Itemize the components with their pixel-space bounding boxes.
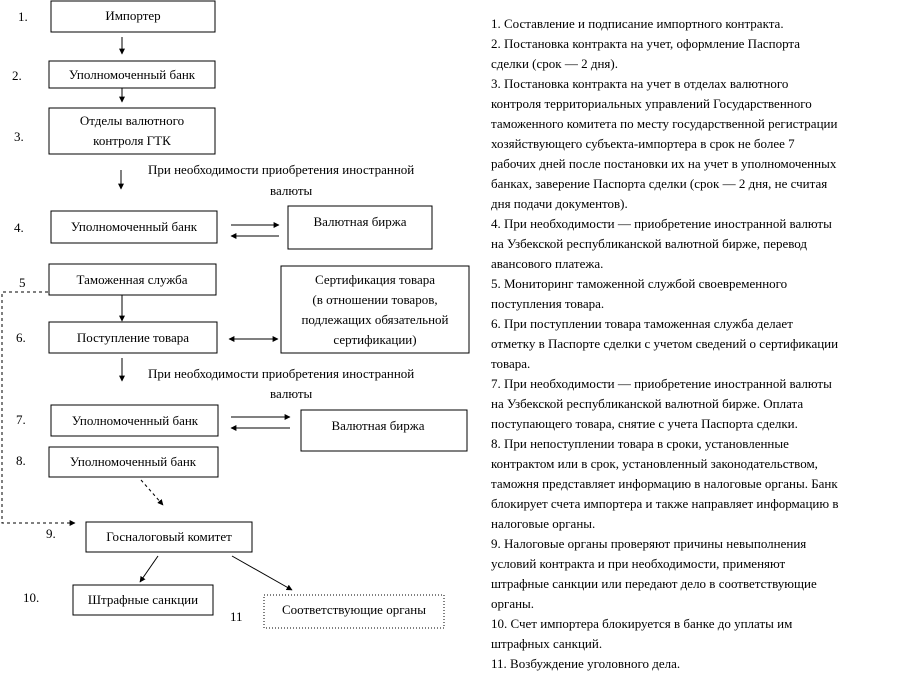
box-ggk-line-2: контроля ГТК: [93, 133, 171, 148]
steps-line: 10. Счет импортера блокируется в банке до уплаты им: [491, 616, 793, 631]
box-bank-1-label: Уполномоченный банк: [68, 67, 196, 82]
steps-line: 8. При непоступлении товара в сроки, установленные: [491, 436, 789, 451]
step-number-11: 11: [230, 609, 243, 624]
steps-line: поступления товара.: [491, 296, 605, 311]
step-number-9: 9.: [46, 526, 56, 541]
box-certification: [281, 266, 469, 353]
box-customs: [49, 264, 216, 295]
steps-line: штрафных санкций.: [491, 636, 603, 651]
box-currency-exchange-1: [288, 206, 432, 249]
box-currency-control-ggk: [49, 108, 215, 154]
box-penalties-label: Штрафные санкции: [87, 592, 199, 607]
steps-line: авансового платежа.: [491, 256, 604, 271]
step-number-1: 1.: [18, 9, 28, 24]
step-number-7: 7.: [16, 412, 26, 427]
steps-line: таможенного комитета по месту государственной регистрации: [491, 116, 838, 131]
steps-line: таможня представляет информацию в налоговые органы. Банк: [491, 476, 838, 491]
box-currency-exchange-2: [301, 410, 467, 451]
step-number-5: 5: [19, 275, 26, 290]
box-bank-4-label: Уполномоченный банк: [69, 454, 197, 469]
box-certification-line-1: Сертификация товара: [315, 272, 435, 287]
steps-line: дня подачи документов).: [491, 196, 628, 211]
step-number-10: 10.: [23, 590, 40, 605]
steps-line: 4. При необходимости — приобретение иностранной валюты: [491, 216, 832, 231]
box-certification-line-3: подлежащих обязательной: [301, 312, 449, 327]
steps-line: 11. Возбуждение уголовного дела.: [491, 656, 681, 671]
box-bank-1: [49, 61, 215, 88]
note-currency-2-line-2: валюты: [270, 386, 313, 401]
note-currency-1-line-2: валюты: [270, 183, 313, 198]
note-currency-1-line-1: При необходимости приобретения иностранной: [148, 162, 415, 177]
steps-line: 3. Постановка контракта на учет в отделах валютного: [491, 76, 789, 91]
box-certification-line-2: (в отношении товаров,: [312, 292, 438, 307]
steps-line: банках, заверение Паспорта сделки (срок — 2 дня, не считая: [491, 176, 828, 191]
steps-line: 9. Налоговые органы проверяют причины невыполнения: [491, 536, 807, 551]
box-bank-2-label: Уполномоченный банк: [70, 219, 198, 234]
steps-line: органы.: [491, 596, 535, 611]
steps-line: рабочих дней после постановки их на учет в уполномоченных: [491, 156, 837, 171]
steps-line: штрафные санкции или передают дело в соответствующие: [491, 576, 817, 591]
box-relevant-authorities: [264, 595, 444, 628]
steps-list: [491, 14, 893, 674]
steps-line: налоговые органы.: [491, 516, 596, 531]
steps-line: отметку в Паспорте сделки с учетом сведений о сертификации: [491, 336, 839, 351]
steps-line: на Узбекской республиканской валютной бирже. Оплата: [491, 396, 804, 411]
box-exchange-2-label: Валютная биржа: [331, 418, 425, 433]
note-currency-2-line-1: При необходимости приобретения иностранной: [148, 366, 415, 381]
box-authorities-label: Соответствующие органы: [282, 602, 426, 617]
step-number-6: 6.: [16, 330, 26, 345]
box-bank-2: [51, 211, 217, 243]
step-number-8: 8.: [16, 453, 26, 468]
steps-line: 1. Составление и подписание импортного контракта.: [491, 16, 784, 31]
box-bank-3: [51, 405, 218, 436]
box-importer-label: Импортер: [105, 8, 161, 23]
arrow-tax-to-authorities: [232, 556, 292, 590]
steps-line: товара.: [491, 356, 531, 371]
steps-line: 5. Мониторинг таможенной службой своевременного: [491, 276, 788, 291]
steps-line: контроля территориальных управлений Государственного: [491, 96, 812, 111]
box-importer: [51, 1, 215, 32]
step-number-4: 4.: [14, 220, 24, 235]
box-ggk-line-1: Отделы валютного: [79, 113, 185, 128]
steps-line: на Узбекской республиканской валютной бирже, перевод: [491, 236, 808, 251]
box-goods-arrival-label: Поступление товара: [76, 330, 190, 345]
box-customs-label: Таможенная служба: [76, 272, 188, 287]
box-tax-committee-label: Госналоговый комитет: [106, 529, 232, 544]
steps-line: 2. Постановка контракта на учет, оформление Паспорта: [491, 36, 801, 51]
box-bank-3-label: Уполномоченный банк: [71, 413, 199, 428]
steps-line: условий контракта и при необходимости, применяют: [491, 556, 786, 571]
steps-line: хозяйствующего субъекта-импортера в срок не более 7: [491, 136, 795, 151]
steps-line: блокирует счета импортера и также направляет информацию в: [491, 496, 839, 511]
steps-line: поступающего товара, снятие с учета Паспорта сделки.: [491, 416, 798, 431]
box-exchange-1-label: Валютная биржа: [313, 214, 407, 229]
steps-line: 6. При поступлении товара таможенная служба делает: [491, 316, 793, 331]
box-bank-4: [49, 447, 218, 477]
box-goods-arrival: [49, 322, 217, 353]
box-tax-committee: [86, 522, 252, 552]
steps-line: сделки (срок — 2 дня).: [491, 56, 618, 71]
steps-line: контрактом или в срок, установленный законодательством,: [491, 456, 818, 471]
arrow-bank-to-tax-dashed: [141, 480, 163, 505]
step-number-3: 3.: [14, 129, 24, 144]
arrow-tax-to-penalties: [140, 556, 158, 582]
step-number-2: 2.: [12, 68, 22, 83]
steps-line: 7. При необходимости — приобретение иностранной валюты: [491, 376, 832, 391]
box-certification-line-4: сертификации): [333, 332, 417, 347]
box-penalties: [73, 585, 213, 615]
